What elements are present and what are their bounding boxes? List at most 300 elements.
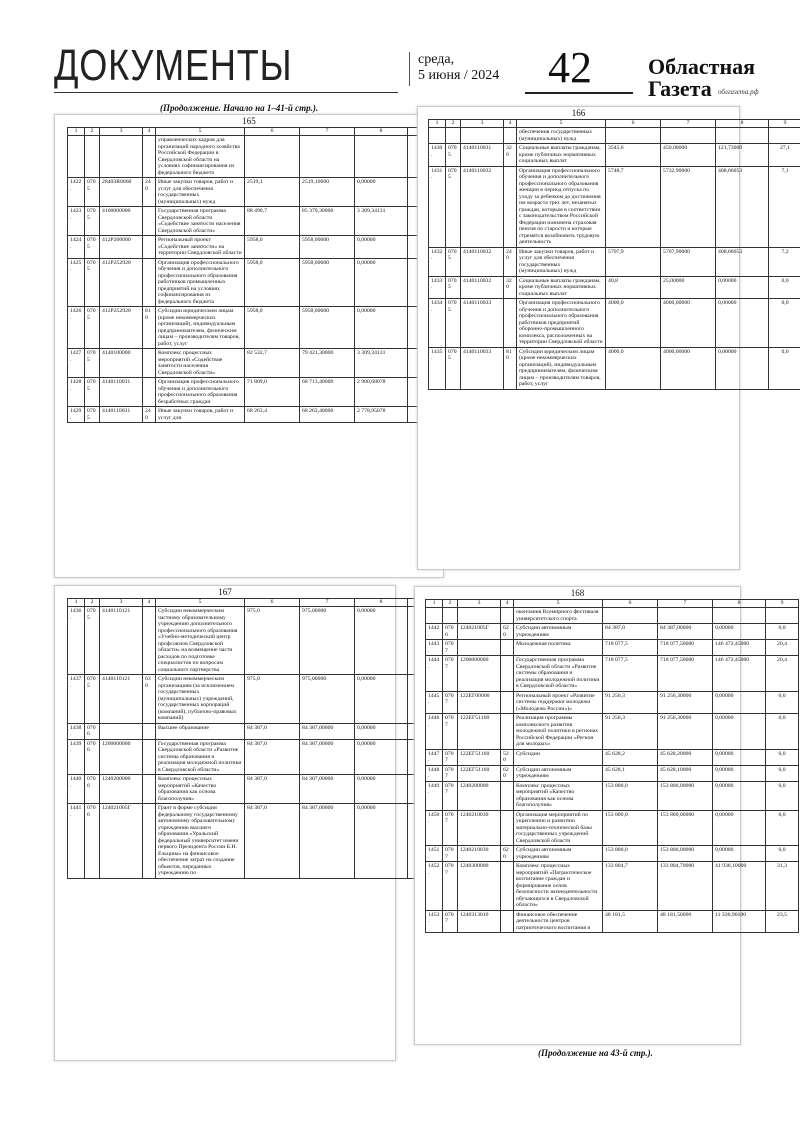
table-cell: 0705 <box>85 349 100 378</box>
table-cell <box>143 258 156 307</box>
table-cell: 153 800,0 <box>603 810 658 846</box>
table-cell: 0,00000 <box>713 846 766 862</box>
table-cell: 91 256,30000 <box>658 691 713 714</box>
table-cell: 0705 <box>446 144 461 167</box>
table-cell: 0,0 <box>766 691 799 714</box>
table-cell <box>461 128 504 144</box>
table-cell: Организация профессионального обучения и дополнительного профессионального образования женщин в период отпуска по уходу за ребенком до достижения им возраста трех лет, незанятых граждан, которым в соответствии с законодательством Российской Федерации назначена страховая пенсия по старости и которые стремятся возобновить трудовую деятельность <box>517 166 606 247</box>
column-header: 2 <box>85 128 100 136</box>
table-cell: 810 <box>143 307 156 349</box>
table-cell: 1424. <box>68 236 85 259</box>
column-header: 7 <box>300 128 355 136</box>
table-cell: Государственная программа Свердловской области «Развитие системы образования и реализация молодежной политики в Свердловской области» <box>156 739 245 775</box>
table-cell: 408,66053 <box>716 166 769 247</box>
column-header: 3 <box>461 120 504 128</box>
table-cell: 68 263,40000 <box>300 407 355 423</box>
table-cell: Субсидии юридическим лицам (кроме некоммерческих организаций), индивидуальным предпринимателям, физическим лицам – производителям товаров, работ, услуг <box>156 307 245 349</box>
column-header: 3 <box>100 599 143 607</box>
table-cell: 4000,00000 <box>661 347 716 389</box>
table-row <box>426 608 799 624</box>
table-cell: 1451. <box>426 846 443 862</box>
table-cell: 0,00000 <box>355 258 408 307</box>
table-cell: 48 181,50000 <box>658 910 713 933</box>
table-cell: Субсидии некоммерческим частному образовательному учреждению дополнительного профессионального образования «Учебно-методический центр профсоюзов Свердловской области» на возмещение части расходов по подготовке специалистов по вопросам социального партнерства <box>156 607 245 675</box>
logo-line-2: Газета <box>648 76 712 101</box>
table-cell: 3 309,34131 <box>355 207 408 236</box>
table-cell <box>85 136 100 178</box>
table-cell: 2 778,95078 <box>355 407 408 423</box>
table-cell: 4140110032 <box>461 247 504 276</box>
table-cell: 20,4 <box>766 640 799 656</box>
table-cell: 0,00000 <box>716 347 769 389</box>
table-cell: 0707 <box>443 714 458 750</box>
table-cell: 1448. <box>426 765 443 781</box>
column-header: 4 <box>501 600 514 608</box>
table-cell: 5707,90000 <box>661 247 716 276</box>
table-cell: 1240210030 <box>458 846 501 862</box>
table-cell: 0707 <box>443 846 458 862</box>
table-cell: 1431. <box>429 166 446 247</box>
table-cell: 3 309,34131 <box>355 349 408 378</box>
table-cell: 0705 <box>446 276 461 299</box>
table-cell: 153 800,0 <box>603 846 658 862</box>
table-cell <box>504 128 517 144</box>
table-cell <box>501 714 514 750</box>
table-cell: 1452. <box>426 862 443 911</box>
table-cell: 153 800,00000 <box>658 810 713 846</box>
table-cell: 1449. <box>426 781 443 810</box>
column-header: 8 <box>713 600 766 608</box>
table-cell: Иные закупки товаров, работ и услуг для <box>156 407 245 423</box>
table-cell: Иные закупки товаров, работ и услуг для обеспечения государственных (муниципальных) нужд <box>156 178 245 207</box>
table-cell: 4140100000 <box>100 349 143 378</box>
table-cell: 0,00000 <box>355 607 408 675</box>
column-header: 2 <box>443 600 458 608</box>
table-cell: 0707 <box>443 910 458 933</box>
table-cell: 4140110031 <box>100 407 143 423</box>
table-cell: 1422. <box>68 178 85 207</box>
table-cell: 0706 <box>85 804 100 879</box>
table-cell: 0,0 <box>769 347 800 389</box>
table-cell: Высшее образование <box>156 723 245 739</box>
page-number: 42 <box>548 43 592 92</box>
table-cell: 41 936,10000 <box>713 862 766 911</box>
header-row <box>426 600 799 608</box>
table-cell: 5958,0 <box>245 236 300 259</box>
page-label: 167 <box>218 587 232 597</box>
table-cell: 1453. <box>426 910 443 933</box>
table-cell: 1446. <box>426 714 443 750</box>
table-cell: 408,66053 <box>716 247 769 276</box>
table-cell: 630 <box>143 675 156 724</box>
column-header: 6 <box>245 599 300 607</box>
table-cell: Социальные выплаты гражданам, кроме публичных нормативных социальных выплат <box>517 276 606 299</box>
table-row <box>426 862 799 911</box>
table-row <box>429 166 800 247</box>
table-row <box>68 207 441 236</box>
table-cell: 0,00000 <box>716 299 769 348</box>
table-row <box>426 781 799 810</box>
table-cell <box>143 775 156 804</box>
table-cell: 1427. <box>68 349 85 378</box>
table-row <box>68 378 441 407</box>
table-cell: 0706 <box>85 723 100 739</box>
table-cell <box>143 349 156 378</box>
table-row <box>426 749 799 765</box>
table-cell: 146 472,45000 <box>713 640 766 656</box>
table-cell: 1423. <box>68 207 85 236</box>
table-cell: Грант в форме субсидии федеральному государственному автономному образовательному учреждению высшего образования «Уральский федеральный университет имени первого Президента России Б.Н. Ельцина» на финансовое обеспечение затрат на создание объектов, переданных учреждению по <box>156 804 245 879</box>
table-cell: Комплекс процессных мероприятий «Качество образования как основа благополучия» <box>156 775 245 804</box>
table-cell: 0,00000 <box>713 691 766 714</box>
table-cell: 45 628,10000 <box>658 765 713 781</box>
table-cell <box>504 166 517 247</box>
table-cell: 4140110031 <box>100 378 143 407</box>
column-header: 8 <box>716 120 769 128</box>
column-header: 9 <box>766 600 799 608</box>
column-header: 6 <box>603 600 658 608</box>
table-cell: 4100000000 <box>100 207 143 236</box>
table-cell: 82 532,7 <box>245 349 300 378</box>
table-cell: 84 387,00000 <box>300 775 355 804</box>
table-cell: 1240200000 <box>458 781 501 810</box>
table-cell: окончания Всемирного фестиваля университетского спорта <box>514 608 603 624</box>
table-cell: 0706 <box>85 775 100 804</box>
table-cell: 975,0 <box>245 675 300 724</box>
table-cell: Субсидии автономным учреждениям <box>514 765 603 781</box>
table-cell: Комплекс процессных мероприятий «Патриотическое воспитание граждан и формирование основ безопасности жизнедеятельности обучающихся в Свердловской области» <box>514 862 603 911</box>
table-cell: 84 387,0 <box>245 739 300 775</box>
column-header: 5 <box>517 120 606 128</box>
table-cell: 0,00000 <box>355 739 408 775</box>
table-cell: 412P252920 <box>100 307 143 349</box>
header-row <box>429 120 800 128</box>
table-row <box>68 407 441 423</box>
table-cell: 620 <box>501 765 514 781</box>
budget-table <box>67 598 441 879</box>
table-cell: 0,00000 <box>355 236 408 259</box>
table-cell: 71 809,0 <box>245 378 300 407</box>
table-cell: 25,00000 <box>661 276 716 299</box>
continuation-top: (Продолжение. Начало на 1–41-й стр.). <box>160 103 319 113</box>
table-cell: 1437. <box>68 675 85 724</box>
section-title: ДОКУМЕНТЫ <box>54 41 293 90</box>
column-header: 4 <box>504 120 517 128</box>
table-cell: 0,0 <box>766 624 799 640</box>
table-cell: 40,8 <box>606 276 661 299</box>
table-cell <box>658 608 713 624</box>
page-label: 165 <box>242 116 256 126</box>
table-cell: 84 387,00000 <box>300 804 355 879</box>
table-row <box>68 775 441 804</box>
table-cell: 1445. <box>426 691 443 714</box>
table-cell: 122EГ00000 <box>458 691 501 714</box>
table-cell <box>501 691 514 714</box>
table-cell: 1432. <box>429 247 446 276</box>
table-cell: 0,00000 <box>713 624 766 640</box>
table-cell <box>426 608 443 624</box>
table-cell: 5748,7 <box>606 166 661 247</box>
table-cell: 0,00000 <box>355 178 408 207</box>
table-cell: 68 713,40000 <box>300 378 355 407</box>
table-row <box>426 765 799 781</box>
table-cell: 48 181,5 <box>603 910 658 933</box>
table-row <box>426 624 799 640</box>
table-cell: 0707 <box>443 691 458 714</box>
table-cell: Организация профессионального обучения и дополнительного профессионального образования работников промышленных предприятий на условиях софинансирования из федерального бюджета <box>156 258 245 307</box>
table-cell: 0707 <box>443 862 458 911</box>
table-cell <box>143 739 156 775</box>
table-row <box>68 136 441 178</box>
table-cell: 27,1 <box>769 144 800 167</box>
table-cell: Финансовое обеспечение деятельности центров патриотического воспитания и <box>514 910 603 933</box>
table-row <box>426 640 799 656</box>
table-cell <box>661 128 716 144</box>
table-cell: 4140110121 <box>100 607 143 675</box>
table-cell: 4000,0 <box>606 299 661 348</box>
table-cell: 84 387,0 <box>603 624 658 640</box>
table-cell: Государственная программа Свердловской области «Развитие системы образования и реализация молодежной политики в Свердловской области» <box>514 656 603 692</box>
table-cell <box>603 608 658 624</box>
table-cell: 146 472,45000 <box>713 656 766 692</box>
table-cell <box>143 207 156 236</box>
table-cell: 1450. <box>426 810 443 846</box>
table-row <box>426 810 799 846</box>
table-cell: 2519,1 <box>245 178 300 207</box>
table-cell <box>766 608 799 624</box>
table-cell: 975,00000 <box>300 607 355 675</box>
table-cell: 133 804,7 <box>603 862 658 911</box>
table-cell: 0705 <box>446 247 461 276</box>
table-cell: 450,00000 <box>661 144 716 167</box>
table-cell: 0705 <box>85 407 100 423</box>
table-cell: 240 <box>143 178 156 207</box>
table-cell: 718 077,5 <box>603 640 658 656</box>
table-cell: 320 <box>504 276 517 299</box>
table-cell: 7,2 <box>769 247 800 276</box>
issue-date <box>418 52 499 84</box>
table-cell <box>501 608 514 624</box>
table-cell: 1240200000 <box>100 775 143 804</box>
table-cell: 0705 <box>446 347 461 389</box>
table-cell <box>501 781 514 810</box>
table-cell: управленческих кадров для организаций народного хозяйства Российской Федерации в Свердловской области на условиях софинансирования из федерального бюджета <box>156 136 245 178</box>
table-cell <box>245 136 300 178</box>
column-header: 3 <box>458 600 501 608</box>
page-label: 168 <box>570 588 585 598</box>
table-cell: 0705 <box>85 378 100 407</box>
table-cell: 0,00000 <box>355 675 408 724</box>
table-cell: Субсидии <box>514 749 603 765</box>
table-row <box>68 675 441 724</box>
table-cell: 1443. <box>426 640 443 656</box>
table-cell: 0706 <box>85 739 100 775</box>
table-row <box>68 739 441 775</box>
table-row <box>426 910 799 933</box>
page-number-rule <box>525 92 633 94</box>
table-cell <box>713 608 766 624</box>
table-cell: 31,3 <box>766 862 799 911</box>
table-row <box>68 236 441 259</box>
table-cell: 975,00000 <box>300 675 355 724</box>
table-cell: 121,73000 <box>716 144 769 167</box>
table-cell: Государственная программа Свердловской области «Содействие занятости населения Свердловской области» <box>156 207 245 236</box>
document-page-166 <box>418 107 790 569</box>
table-cell: 45 628,20000 <box>658 749 713 765</box>
table-cell: 0705 <box>85 207 100 236</box>
table-cell: 4140110031 <box>461 144 504 167</box>
table-cell: 84 387,0 <box>245 804 300 879</box>
table-cell: 5958,00000 <box>300 307 355 349</box>
table-cell: 84 387,0 <box>245 723 300 739</box>
table-cell <box>143 804 156 879</box>
page-label: 166 <box>571 108 586 118</box>
column-header: 1 <box>426 600 443 608</box>
table-cell: 2519,10000 <box>300 178 355 207</box>
table-cell <box>504 299 517 348</box>
table-cell: 84 387,00000 <box>300 739 355 775</box>
table-cell <box>100 136 143 178</box>
table-cell: 4140110121 <box>100 675 143 724</box>
table-cell: 4140110032 <box>461 276 504 299</box>
table-cell: 124021005Г <box>458 624 501 640</box>
table-cell: 84 387,0 <box>245 775 300 804</box>
table-cell: 5707,9 <box>606 247 661 276</box>
table-cell: 520 <box>501 749 514 765</box>
table-row <box>68 349 441 378</box>
table-cell: 84 387,00000 <box>658 624 713 640</box>
table-cell: 0707 <box>443 749 458 765</box>
column-header: 7 <box>661 120 716 128</box>
table-cell: 1240210030 <box>458 810 501 846</box>
document-page-167 <box>55 586 395 1060</box>
document-page-168 <box>415 587 787 1044</box>
table-cell: 0,0 <box>766 781 799 810</box>
table-cell: 1440. <box>68 775 85 804</box>
issue-weekday: среда, <box>418 52 455 67</box>
column-header: 2 <box>446 120 461 128</box>
column-header: 5 <box>156 599 245 607</box>
table-cell: 0,00000 <box>713 749 766 765</box>
table-cell: 0,00000 <box>716 276 769 299</box>
column-header: 6 <box>245 128 300 136</box>
table-cell: 1430. <box>429 144 446 167</box>
table-cell: 23,5 <box>766 910 799 933</box>
budget-table <box>425 599 799 933</box>
table-cell: 45 628,2 <box>603 749 658 765</box>
table-cell: 0,0 <box>766 749 799 765</box>
table-cell: Комплекс процессных мероприятий «Содействие занятости населения Свердловской области» <box>156 349 245 378</box>
table-cell: 7,1 <box>769 166 800 247</box>
table-cell: 0,00000 <box>713 810 766 846</box>
table-cell: 1240313010 <box>458 910 501 933</box>
header-row <box>68 599 441 607</box>
table-cell: 0705 <box>446 299 461 348</box>
table-cell: 0707 <box>443 781 458 810</box>
table-cell <box>100 723 143 739</box>
table-cell: 975,0 <box>245 607 300 675</box>
column-header: 9 <box>769 120 800 128</box>
table-cell: 153 800,0 <box>603 781 658 810</box>
table-cell <box>355 136 408 178</box>
table-cell: Комплекс процессных мероприятий «Качество образования как основа благополучия» <box>514 781 603 810</box>
table-row <box>429 347 800 389</box>
table-cell: 153 800,00000 <box>658 846 713 862</box>
table-cell: 1433. <box>429 276 446 299</box>
table-cell <box>143 723 156 739</box>
document-page-165 <box>55 115 443 577</box>
table-cell: 0705 <box>85 607 100 675</box>
table-cell: 0,00000 <box>713 714 766 750</box>
table-cell: 4000,00000 <box>661 299 716 348</box>
header-divider <box>409 52 410 86</box>
table-cell: 718 077,50000 <box>658 656 713 692</box>
table-cell: 0,0 <box>766 846 799 862</box>
page-header <box>0 0 800 100</box>
column-header: 1 <box>429 120 446 128</box>
table-cell: 412P200000 <box>100 236 143 259</box>
table-cell <box>501 810 514 846</box>
table-cell: 0,00000 <box>713 765 766 781</box>
table-cell: 0705 <box>85 236 100 259</box>
table-cell: 0706 <box>443 624 458 640</box>
table-cell: 11 336,90100 <box>713 910 766 933</box>
table-cell: 4140110033 <box>461 347 504 389</box>
table-cell: 0,00000 <box>355 804 408 879</box>
table-cell: 84 387,00000 <box>300 723 355 739</box>
table-cell: 85 379,30000 <box>300 207 355 236</box>
table-cell: 718 077,50000 <box>658 640 713 656</box>
table-cell: 240 <box>143 407 156 423</box>
table-row <box>429 144 800 167</box>
table-cell: 412P252920 <box>100 258 143 307</box>
table-cell: обеспечения государственных (муниципальных) нужд <box>517 128 606 144</box>
table-cell: 810 <box>504 347 517 389</box>
column-header: 8 <box>355 128 408 136</box>
table-cell: 0707 <box>443 810 458 846</box>
table-cell <box>501 640 514 656</box>
table-cell: 5958,0 <box>245 307 300 349</box>
table-cell: 122EГ51160 <box>458 714 501 750</box>
column-header: 6 <box>606 120 661 128</box>
table-cell: 0,0 <box>766 765 799 781</box>
table-row <box>426 656 799 692</box>
column-header: 1 <box>68 128 85 136</box>
table-cell: 0,0 <box>769 276 800 299</box>
table-cell: 4000,0 <box>606 347 661 389</box>
table-cell: 1439. <box>68 739 85 775</box>
table-cell: 1428. <box>68 378 85 407</box>
table-row <box>68 804 441 879</box>
table-cell <box>143 378 156 407</box>
table-cell: 0,00000 <box>355 775 408 804</box>
table-cell <box>68 136 85 178</box>
table-cell: Субсидии юридическим лицам (кроме некоммерческих организаций), индивидуальным предпринимателям, физическим лицам – производителям товаров, работ, услуг <box>517 347 606 389</box>
table-cell: Реализация программы комплексного развития молодежной политики в регионах Российской Федерации «Регион для молодых» <box>514 714 603 750</box>
table-row <box>68 307 441 349</box>
table-row <box>426 714 799 750</box>
column-header: 3 <box>100 128 143 136</box>
table-cell: Организация профессионального обучения и дополнительного профессионального образования работников предприятий оборонно-промышленного комплекса, расположенных на территории Свердловской области <box>517 299 606 348</box>
table-cell: 91 256,30000 <box>658 714 713 750</box>
table-cell: Организация профессионального обучения и дополнительного профессионального образования безработных граждан <box>156 378 245 407</box>
table-cell: Субсидии автономным учреждениям <box>514 624 603 640</box>
table-cell: Региональный проект «Развитие системы поддержки молодежи («Молодежь России»)» <box>514 691 603 714</box>
table-cell: 240 <box>504 247 517 276</box>
table-cell: 718 077,5 <box>603 656 658 692</box>
table-row <box>429 128 800 144</box>
table-cell: 1447. <box>426 749 443 765</box>
